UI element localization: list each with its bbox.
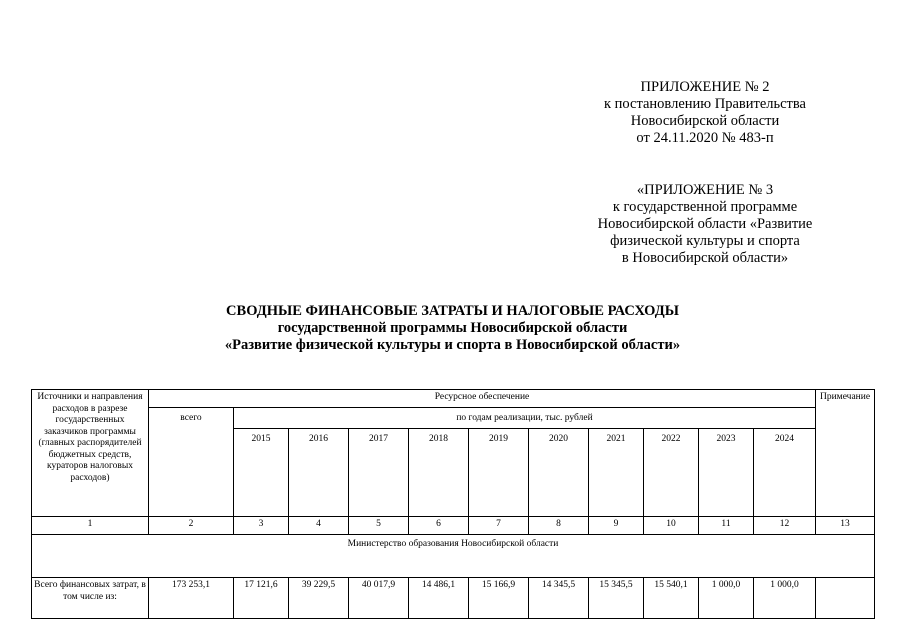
appendix-3-line: физической культуры и спорта xyxy=(610,233,800,249)
year-value-cell: 14 345,5 xyxy=(529,578,589,619)
header-year: 2018 xyxy=(409,429,469,517)
header-year: 2020 xyxy=(529,429,589,517)
column-number: 12 xyxy=(754,517,816,535)
header-year: 2022 xyxy=(644,429,699,517)
column-number: 13 xyxy=(816,517,875,535)
total-cell: 173 253,1 xyxy=(149,578,234,619)
column-number: 6 xyxy=(409,517,469,535)
header-year: 2016 xyxy=(289,429,349,517)
total-row-label: Всего финансовых затрат, в том числе из: xyxy=(32,578,149,619)
appendix-2-line: Новосибирской области xyxy=(630,113,780,129)
year-value-cell: 15 540,1 xyxy=(644,578,699,619)
column-number: 5 xyxy=(349,517,409,535)
column-number: 2 xyxy=(149,517,234,535)
column-number: 1 xyxy=(32,517,149,535)
appendix-3-block xyxy=(590,182,820,267)
header-year: 2023 xyxy=(699,429,754,517)
header-note: Примечание xyxy=(816,390,875,517)
year-value-cell: 14 486,1 xyxy=(409,578,469,619)
year-value-cell: 1 000,0 xyxy=(754,578,816,619)
document-title xyxy=(0,303,905,354)
header-resource: Ресурсное обеспечение xyxy=(149,390,816,408)
column-number: 7 xyxy=(469,517,529,535)
title-line: государственной программы Новосибирской области xyxy=(277,320,628,336)
appendix-3-line: в Новосибирской области» xyxy=(621,250,789,266)
appendix-3-line: Новосибирской области «Развитие xyxy=(597,216,813,232)
column-number: 8 xyxy=(529,517,589,535)
note-cell xyxy=(816,578,875,619)
column-number: 3 xyxy=(234,517,289,535)
year-value-cell: 40 017,9 xyxy=(349,578,409,619)
column-number: 4 xyxy=(289,517,349,535)
appendix-2-line: к постановлению Правительства xyxy=(604,96,806,112)
year-value-cell: 39 229,5 xyxy=(289,578,349,619)
header-by-years: по годам реализации, тыс. рублей xyxy=(234,408,816,429)
year-value-cell: 15 166,9 xyxy=(469,578,529,619)
header-year: 2024 xyxy=(754,429,816,517)
header-sources: Источники и направления расходов в разрезе государственных заказчиков программы (главных распорядителей бюджетных средств, кураторов налоговых расходов) xyxy=(32,390,149,517)
header-year: 2015 xyxy=(234,429,289,517)
title-line: «Развитие физической культуры и спорта в Новосибирской области» xyxy=(224,337,681,353)
column-number: 11 xyxy=(699,517,754,535)
appendix-3-heading: «ПРИЛОЖЕНИЕ № 3 xyxy=(636,182,774,198)
department-row: Министерство образования Новосибирской области xyxy=(32,535,875,578)
year-value-cell: 17 121,6 xyxy=(234,578,289,619)
year-value-cell: 1 000,0 xyxy=(699,578,754,619)
appendix-2-date: от 24.11.2020 № 483-п xyxy=(636,130,774,146)
header-year: 2019 xyxy=(469,429,529,517)
appendix-2-heading: ПРИЛОЖЕНИЕ № 2 xyxy=(640,79,770,95)
title-line: СВОДНЫЕ ФИНАНСОВЫЕ ЗАТРАТЫ И НАЛОГОВЫЕ РАСХОДЫ xyxy=(226,303,679,319)
financial-table xyxy=(31,389,875,619)
table-row xyxy=(32,578,875,619)
appendix-2-block xyxy=(590,79,820,147)
appendix-3-line: к государственной программе xyxy=(612,199,798,215)
header-year: 2017 xyxy=(349,429,409,517)
header-year: 2021 xyxy=(589,429,644,517)
year-value-cell: 15 345,5 xyxy=(589,578,644,619)
header-total: всего xyxy=(149,408,234,517)
column-number: 10 xyxy=(644,517,699,535)
column-number: 9 xyxy=(589,517,644,535)
